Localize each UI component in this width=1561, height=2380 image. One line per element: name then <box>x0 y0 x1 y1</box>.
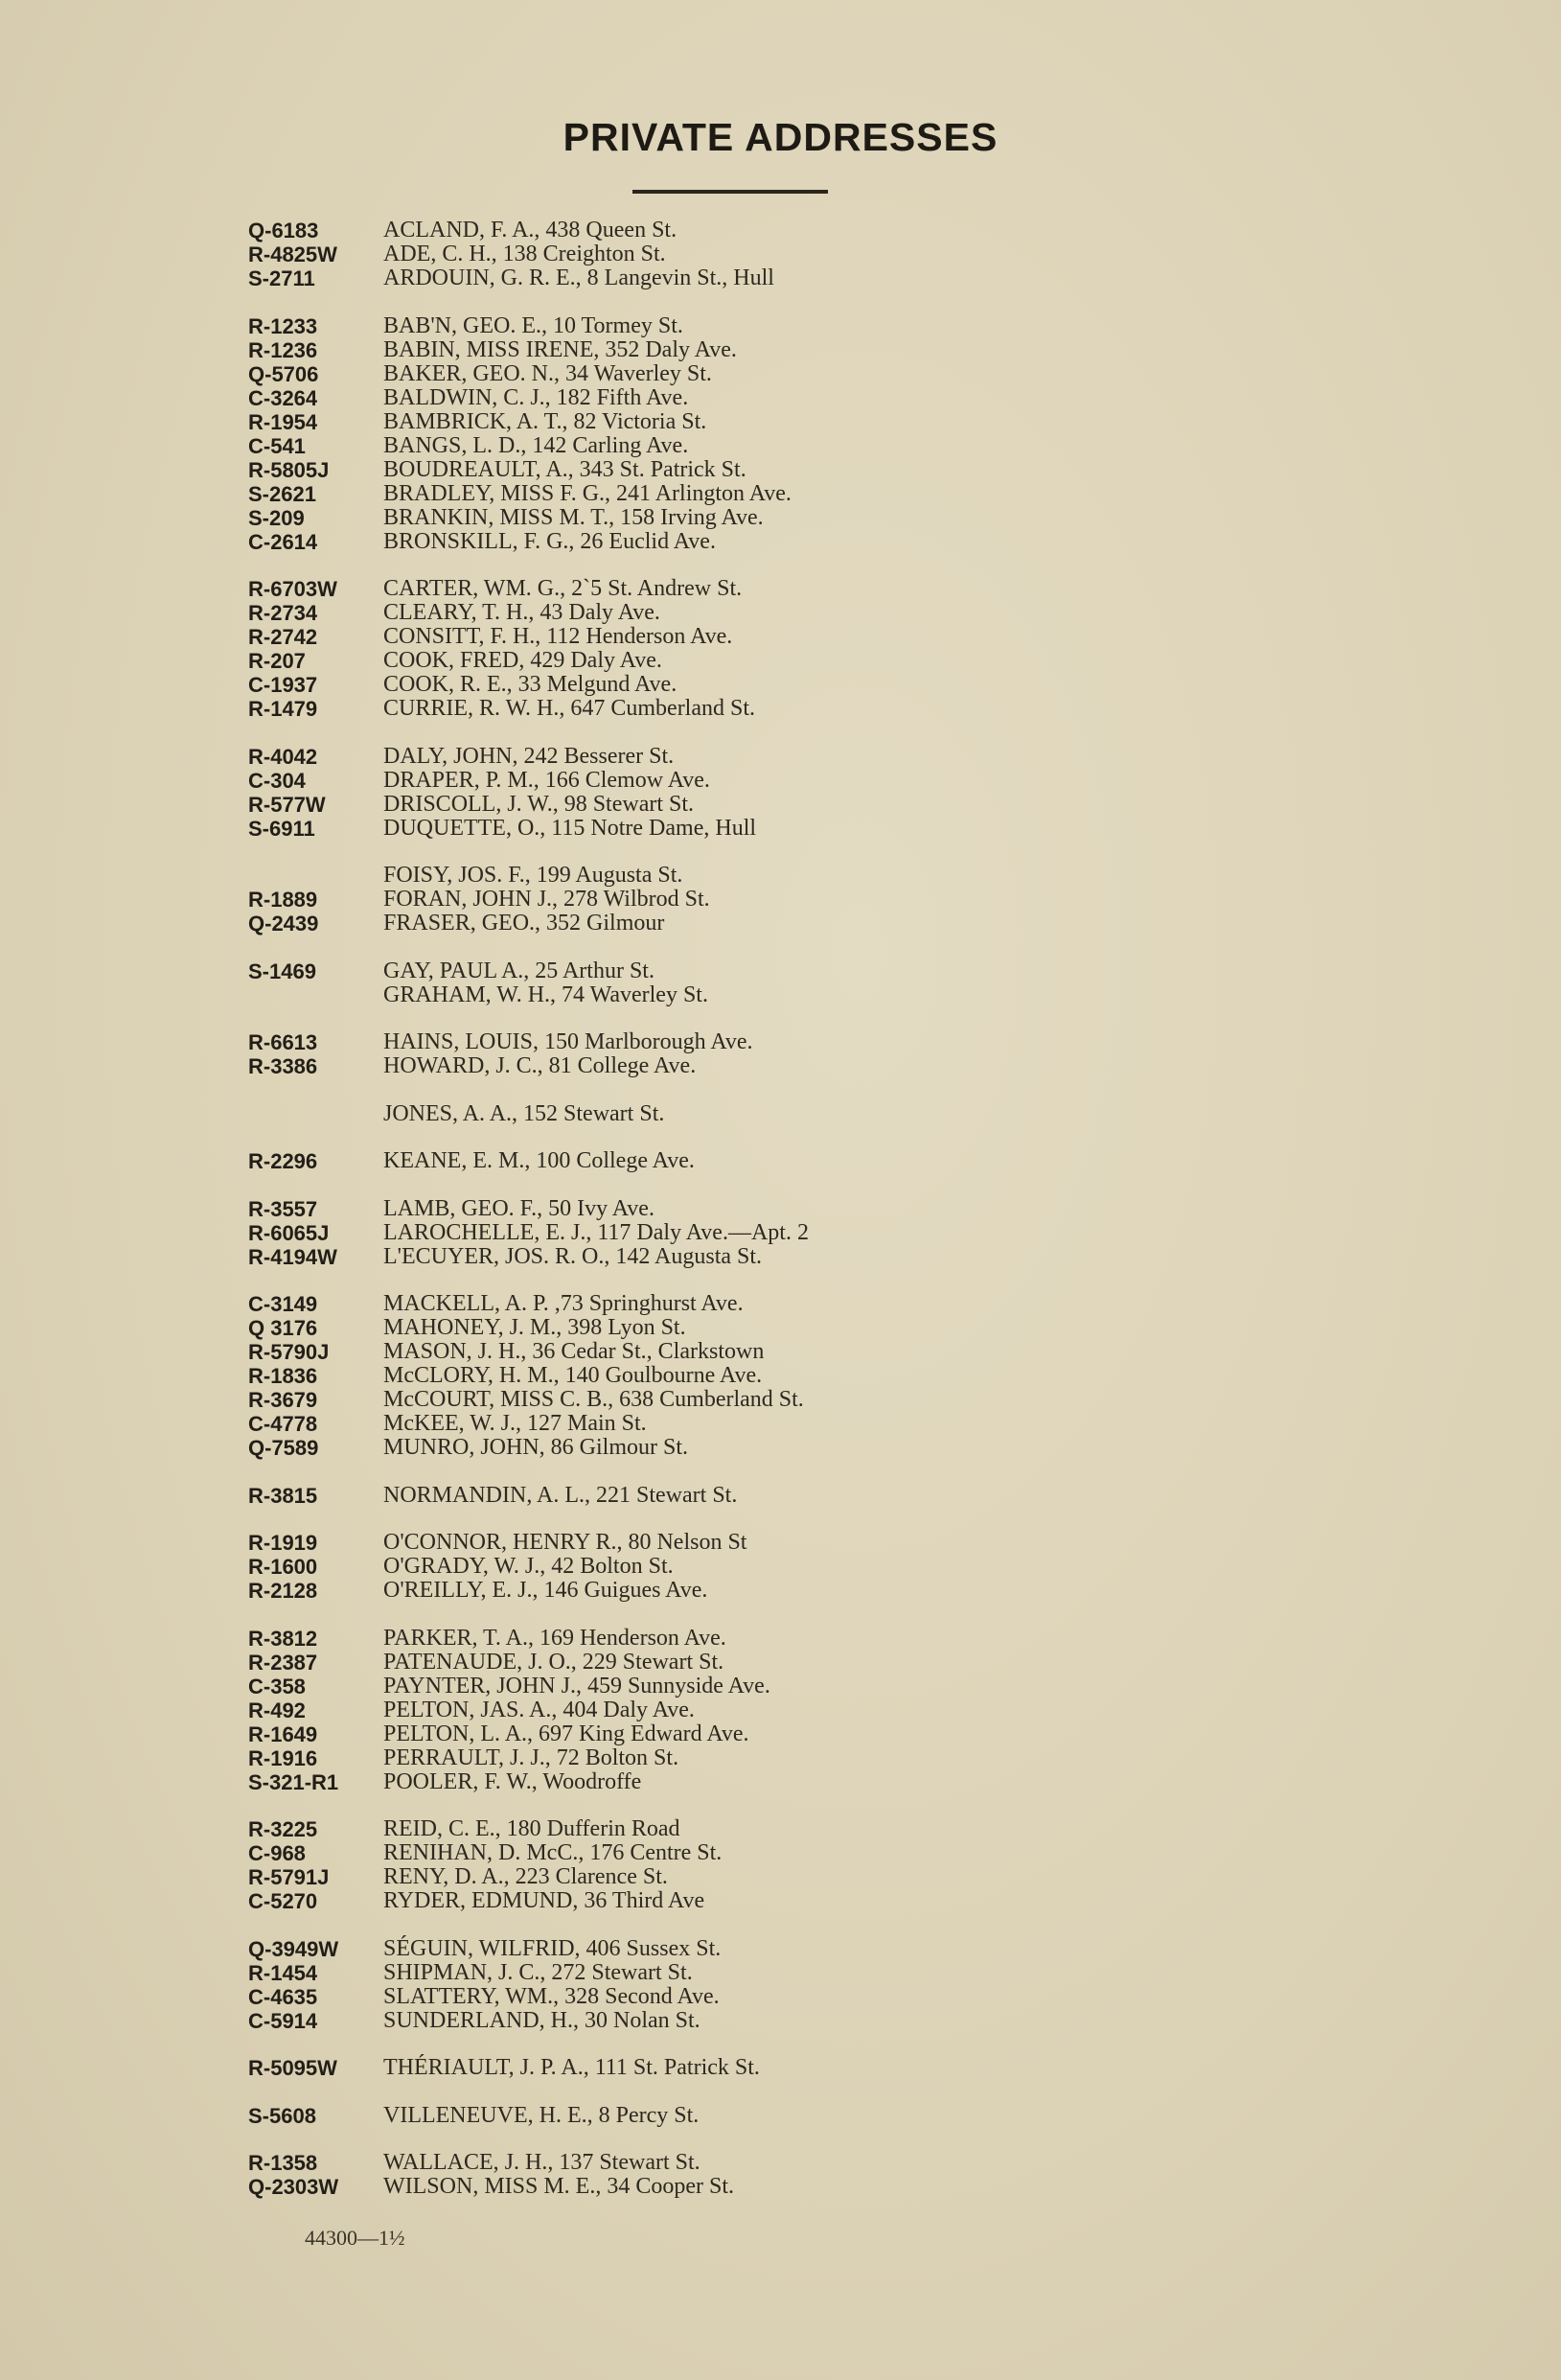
list-item <box>248 601 1302 625</box>
list-item <box>248 2175 1302 2199</box>
phone-number: S-5608 <box>248 2103 316 2128</box>
name-address: O'CONNOR, HENRY R., 80 Nelson St <box>383 1530 747 1555</box>
name-address: FRASER, GEO., 352 Gilmour <box>383 911 665 936</box>
directory-group <box>248 1484 1302 1508</box>
list-item <box>248 1746 1302 1770</box>
footer-code: 44300—1½ <box>305 2226 405 2250</box>
name-address: THÉRIAULT, J. P. A., 111 St. Patrick St. <box>383 2055 760 2080</box>
name-address: McCLORY, H. M., 140 Goulbourne Ave. <box>383 1363 763 1388</box>
address-directory <box>248 219 1302 2223</box>
list-item <box>248 362 1302 386</box>
phone-number: R-4825W <box>248 243 337 266</box>
list-item <box>248 1817 1302 1841</box>
name-address: WALLACE, J. H., 137 Stewart St. <box>383 2150 700 2175</box>
list-item <box>248 959 1302 983</box>
name-address: HOWARD, J. C., 81 College Ave. <box>383 1053 697 1078</box>
list-item <box>248 1030 1302 1054</box>
list-item <box>248 2009 1302 2033</box>
phone-number: Q-3949W <box>248 1936 339 1961</box>
list-item <box>248 2056 1302 2080</box>
name-address: JONES, A. A., 152 Stewart St. <box>383 1100 665 1126</box>
phone-number: R-2387 <box>248 1650 318 1675</box>
list-item <box>248 1651 1302 1675</box>
directory-group <box>248 1030 1302 1078</box>
name-address: MASON, J. H., 36 Cedar St., Clarkstown <box>383 1339 765 1364</box>
list-item <box>248 1985 1302 2009</box>
list-item <box>248 1722 1302 1746</box>
directory-group <box>248 314 1302 554</box>
phone-number: R-6065J <box>248 1220 330 1245</box>
name-address: O'REILLY, E. J., 146 Guigues Ave. <box>383 1578 708 1603</box>
name-address: GRAHAM, W. H., 74 Waverley St. <box>383 982 708 1007</box>
phone-number: C-541 <box>248 433 306 458</box>
phone-number: S-1469 <box>248 959 316 983</box>
phone-number: R-2734 <box>248 601 318 625</box>
name-address: PELTON, JAS. A., 404 Daly Ave. <box>383 1697 695 1722</box>
name-address: FOISY, JOS. F., 199 Augusta St. <box>383 863 683 888</box>
phone-number: R-492 <box>248 1698 306 1722</box>
list-item <box>248 817 1302 841</box>
phone-number: R-3812 <box>248 1626 318 1651</box>
name-address: CURRIE, R. W. H., 647 Cumberland St. <box>383 696 756 721</box>
phone-number <box>248 864 383 888</box>
phone-number: R-3557 <box>248 1196 318 1221</box>
phone-number: R-1916 <box>248 1745 318 1770</box>
phone-number: C-5270 <box>248 1889 318 1913</box>
name-address: WILSON, MISS M. E., 34 Cooper St. <box>383 2174 735 2199</box>
name-address: RENIHAN, D. McC., 176 Centre St. <box>383 1840 723 1865</box>
list-item <box>248 482 1302 506</box>
name-address: PATENAUDE, J. O., 229 Stewart St. <box>383 1649 724 1675</box>
list-item <box>248 266 1302 290</box>
name-address: POOLER, F. W., Woodroffe <box>383 1768 642 1794</box>
directory-group <box>248 864 1302 936</box>
phone-number: R-4194W <box>248 1244 337 1269</box>
list-item <box>248 912 1302 936</box>
list-item <box>248 1436 1302 1460</box>
list-item <box>248 434 1302 458</box>
directory-group <box>248 1531 1302 1603</box>
title-rule <box>632 190 828 194</box>
list-item <box>248 888 1302 912</box>
name-address: McCOURT, MISS C. B., 638 Cumberland St. <box>383 1387 804 1412</box>
list-item <box>248 2104 1302 2128</box>
list-item <box>248 1364 1302 1388</box>
phone-number: R-1889 <box>248 888 318 912</box>
list-item <box>248 1531 1302 1555</box>
name-address: BRONSKILL, F. G., 26 Euclid Ave. <box>383 528 716 554</box>
name-address: BAKER, GEO. N., 34 Waverley St. <box>383 360 712 386</box>
name-address: MACKELL, A. P. ,73 Springhurst Ave. <box>383 1291 744 1316</box>
page-title: PRIVATE ADDRESSES <box>562 115 999 159</box>
name-address: DRISCOLL, J. W., 98 Stewart St. <box>383 791 695 817</box>
list-item <box>248 1388 1302 1412</box>
phone-number: R-1236 <box>248 337 318 362</box>
name-address: NORMANDIN, A. L., 221 Stewart St. <box>383 1482 738 1508</box>
name-address: MAHONEY, J. M., 398 Lyon St. <box>383 1315 686 1340</box>
phone-number: R-2742 <box>248 625 318 649</box>
phone-number: S-6911 <box>248 816 315 841</box>
phone-number: R-3815 <box>248 1483 318 1508</box>
list-item <box>248 1770 1302 1794</box>
directory-group <box>248 577 1302 721</box>
directory-group <box>248 745 1302 841</box>
name-address: LAMB, GEO. F., 50 Ivy Ave. <box>383 1195 654 1221</box>
phone-number: R-6703W <box>248 577 337 601</box>
phone-number: R-5095W <box>248 2056 337 2080</box>
name-address: SÉGUIN, WILFRID, 406 Sussex St. <box>383 1935 722 1961</box>
phone-number: S-2711 <box>248 266 315 290</box>
name-address: ADE, C. H., 138 Creighton St. <box>383 242 666 266</box>
list-item <box>248 793 1302 817</box>
phone-number: R-1600 <box>248 1555 318 1579</box>
phone-number: R-3225 <box>248 1817 318 1841</box>
directory-group <box>248 1817 1302 1913</box>
directory-group <box>248 1627 1302 1794</box>
directory-group <box>248 2104 1302 2128</box>
list-item <box>248 410 1302 434</box>
phone-number: R-1919 <box>248 1531 318 1555</box>
directory-group <box>248 219 1302 290</box>
list-item <box>248 649 1302 673</box>
name-address: HAINS, LOUIS, 150 Marlborough Ave. <box>383 1029 753 1054</box>
directory-group <box>248 1197 1302 1269</box>
name-address: BOUDREAULT, A., 343 St. Patrick St. <box>383 456 746 482</box>
phone-number: C-968 <box>248 1841 306 1865</box>
phone-number: R-3386 <box>248 1054 318 1078</box>
name-address: COOK, FRED, 429 Daly Ave. <box>383 648 662 673</box>
name-address: RENY, D. A., 223 Clarence St. <box>383 1864 668 1889</box>
name-address: O'GRADY, W. J., 42 Bolton St. <box>383 1554 674 1579</box>
phone-number: C-2614 <box>248 529 318 554</box>
list-item <box>248 1555 1302 1579</box>
list-item <box>248 1627 1302 1651</box>
name-address: BAB'N, GEO. E., 10 Tormey St. <box>383 312 683 338</box>
list-item <box>248 243 1302 266</box>
name-address: DRAPER, P. M., 166 Clemow Ave. <box>383 767 710 793</box>
list-item <box>248 1484 1302 1508</box>
name-address: GAY, PAUL A., 25 Arthur St. <box>383 958 654 983</box>
list-item <box>248 577 1302 601</box>
name-address: ARDOUIN, G. R. E., 8 Langevin St., Hull <box>383 266 774 290</box>
list-item <box>248 314 1302 338</box>
name-address: BALDWIN, C. J., 182 Fifth Ave. <box>383 384 689 410</box>
list-item <box>248 1340 1302 1364</box>
list-item <box>248 673 1302 697</box>
name-address: ACLAND, F. A., 438 Queen St. <box>383 218 677 243</box>
list-item <box>248 1292 1302 1316</box>
name-address: SLATTERY, WM., 328 Second Ave. <box>383 1983 720 2009</box>
name-address: BANGS, L. D., 142 Carling Ave. <box>383 432 689 458</box>
list-item <box>248 1579 1302 1603</box>
name-address: BRADLEY, MISS F. G., 241 Arlington Ave. <box>383 480 792 506</box>
list-item <box>248 1961 1302 1985</box>
list-item <box>248 1102 1302 1126</box>
list-item <box>248 1865 1302 1889</box>
name-address: BABIN, MISS IRENE, 352 Daly Ave. <box>383 336 737 362</box>
phone-number: C-3264 <box>248 385 318 410</box>
phone-number: Q-6183 <box>248 219 319 243</box>
list-item <box>248 506 1302 530</box>
directory-group <box>248 2056 1302 2080</box>
name-address: MUNRO, JOHN, 86 Gilmour St. <box>383 1435 689 1460</box>
list-item <box>248 1245 1302 1269</box>
list-item <box>248 1889 1302 1913</box>
phone-number: C-358 <box>248 1674 306 1698</box>
list-item <box>248 1221 1302 1245</box>
phone-number: R-577W <box>248 792 326 817</box>
name-address: CONSITT, F. H., 112 Henderson Ave. <box>383 624 733 649</box>
phone-number: R-1954 <box>248 409 318 434</box>
directory-group <box>248 959 1302 1007</box>
list-item <box>248 1054 1302 1078</box>
name-address: CARTER, WM. G., 2`5 St. Andrew St. <box>383 576 743 601</box>
name-address: VILLENEUVE, H. E., 8 Percy St. <box>383 2102 700 2128</box>
name-address: DUQUETTE, O., 115 Notre Dame, Hull <box>383 815 757 841</box>
list-item <box>248 1841 1302 1865</box>
phone-number: C-1937 <box>248 673 318 697</box>
phone-number: R-1836 <box>248 1364 318 1388</box>
phone-number <box>248 1102 383 1126</box>
phone-number: C-4635 <box>248 1984 318 2009</box>
phone-number: Q 3176 <box>248 1316 318 1340</box>
list-item <box>248 745 1302 769</box>
directory-group <box>248 1937 1302 2033</box>
phone-number: R-207 <box>248 649 306 673</box>
list-item <box>248 1412 1302 1436</box>
directory-group <box>248 1292 1302 1460</box>
phone-number: C-4778 <box>248 1412 318 1436</box>
phone-number: R-5805J <box>248 457 330 482</box>
list-item <box>248 386 1302 410</box>
list-item <box>248 1698 1302 1722</box>
list-item <box>248 983 1302 1007</box>
name-address: REID, C. E., 180 Dufferin Road <box>383 1816 680 1841</box>
name-address: PELTON, L. A., 697 King Edward Ave. <box>383 1721 749 1746</box>
name-address: BRANKIN, MISS M. T., 158 Irving Ave. <box>383 504 764 530</box>
list-item <box>248 2151 1302 2175</box>
phone-number: Q-2303W <box>248 2175 339 2199</box>
phone-number: R-5790J <box>248 1340 330 1364</box>
list-item <box>248 1197 1302 1221</box>
list-item <box>248 530 1302 554</box>
phone-number <box>248 983 383 1007</box>
list-item <box>248 697 1302 721</box>
name-address: SUNDERLAND, H., 30 Nolan St. <box>383 2007 700 2033</box>
phone-number: R-1358 <box>248 2151 318 2175</box>
phone-number: S-321-R1 <box>248 1769 339 1794</box>
phone-number: R-2128 <box>248 1579 318 1603</box>
list-item <box>248 625 1302 649</box>
list-item <box>248 1675 1302 1698</box>
phone-number: Q-5706 <box>248 361 319 386</box>
name-address: LAROCHELLE, E. J., 117 Daly Ave.—Apt. 2 <box>383 1219 809 1245</box>
name-address: PARKER, T. A., 169 Henderson Ave. <box>383 1625 726 1651</box>
phone-number: S-2621 <box>248 481 316 506</box>
phone-number: R-6613 <box>248 1030 318 1054</box>
phone-number: S-209 <box>248 505 305 530</box>
name-address: McKEE, W. J., 127 Main St. <box>383 1411 647 1436</box>
phone-number: C-5914 <box>248 2008 318 2033</box>
list-item <box>248 219 1302 243</box>
phone-number: R-1649 <box>248 1721 318 1746</box>
name-address: BAMBRICK, A. T., 82 Victoria St. <box>383 408 707 434</box>
directory-group <box>248 1149 1302 1173</box>
name-address: PERRAULT, J. J., 72 Bolton St. <box>383 1745 679 1770</box>
directory-group <box>248 2151 1302 2199</box>
phone-number: R-2296 <box>248 1149 318 1173</box>
phone-number: R-1479 <box>248 697 318 721</box>
list-item <box>248 769 1302 793</box>
list-item <box>248 338 1302 362</box>
name-address: DALY, JOHN, 242 Besserer St. <box>383 743 675 769</box>
phone-number: R-3679 <box>248 1388 318 1412</box>
name-address: SHIPMAN, J. C., 272 Stewart St. <box>383 1959 693 1985</box>
phone-number: R-5791J <box>248 1865 330 1889</box>
phone-number: C-3149 <box>248 1292 318 1316</box>
list-item <box>248 458 1302 482</box>
name-address: KEANE, E. M., 100 College Ave. <box>383 1148 695 1173</box>
name-address: FORAN, JOHN J., 278 Wilbrod St. <box>383 887 710 912</box>
name-address: RYDER, EDMUND, 36 Third Ave <box>383 1888 705 1913</box>
phone-number: R-1233 <box>248 313 318 338</box>
name-address: COOK, R. E., 33 Melgund Ave. <box>383 672 677 697</box>
directory-group <box>248 1102 1302 1126</box>
phone-number: R-4042 <box>248 744 318 769</box>
list-item <box>248 1937 1302 1961</box>
phone-number: Q-7589 <box>248 1436 319 1460</box>
phone-number: R-1454 <box>248 1960 318 1985</box>
list-item <box>248 1149 1302 1173</box>
name-address: L'ECUYER, JOS. R. O., 142 Augusta St. <box>383 1243 763 1269</box>
phone-number: C-304 <box>248 768 306 793</box>
name-address: PAYNTER, JOHN J., 459 Sunnyside Ave. <box>383 1673 770 1698</box>
list-item <box>248 1316 1302 1340</box>
phone-number: Q-2439 <box>248 912 319 936</box>
list-item <box>248 864 1302 888</box>
name-address: CLEARY, T. H., 43 Daly Ave. <box>383 600 660 625</box>
